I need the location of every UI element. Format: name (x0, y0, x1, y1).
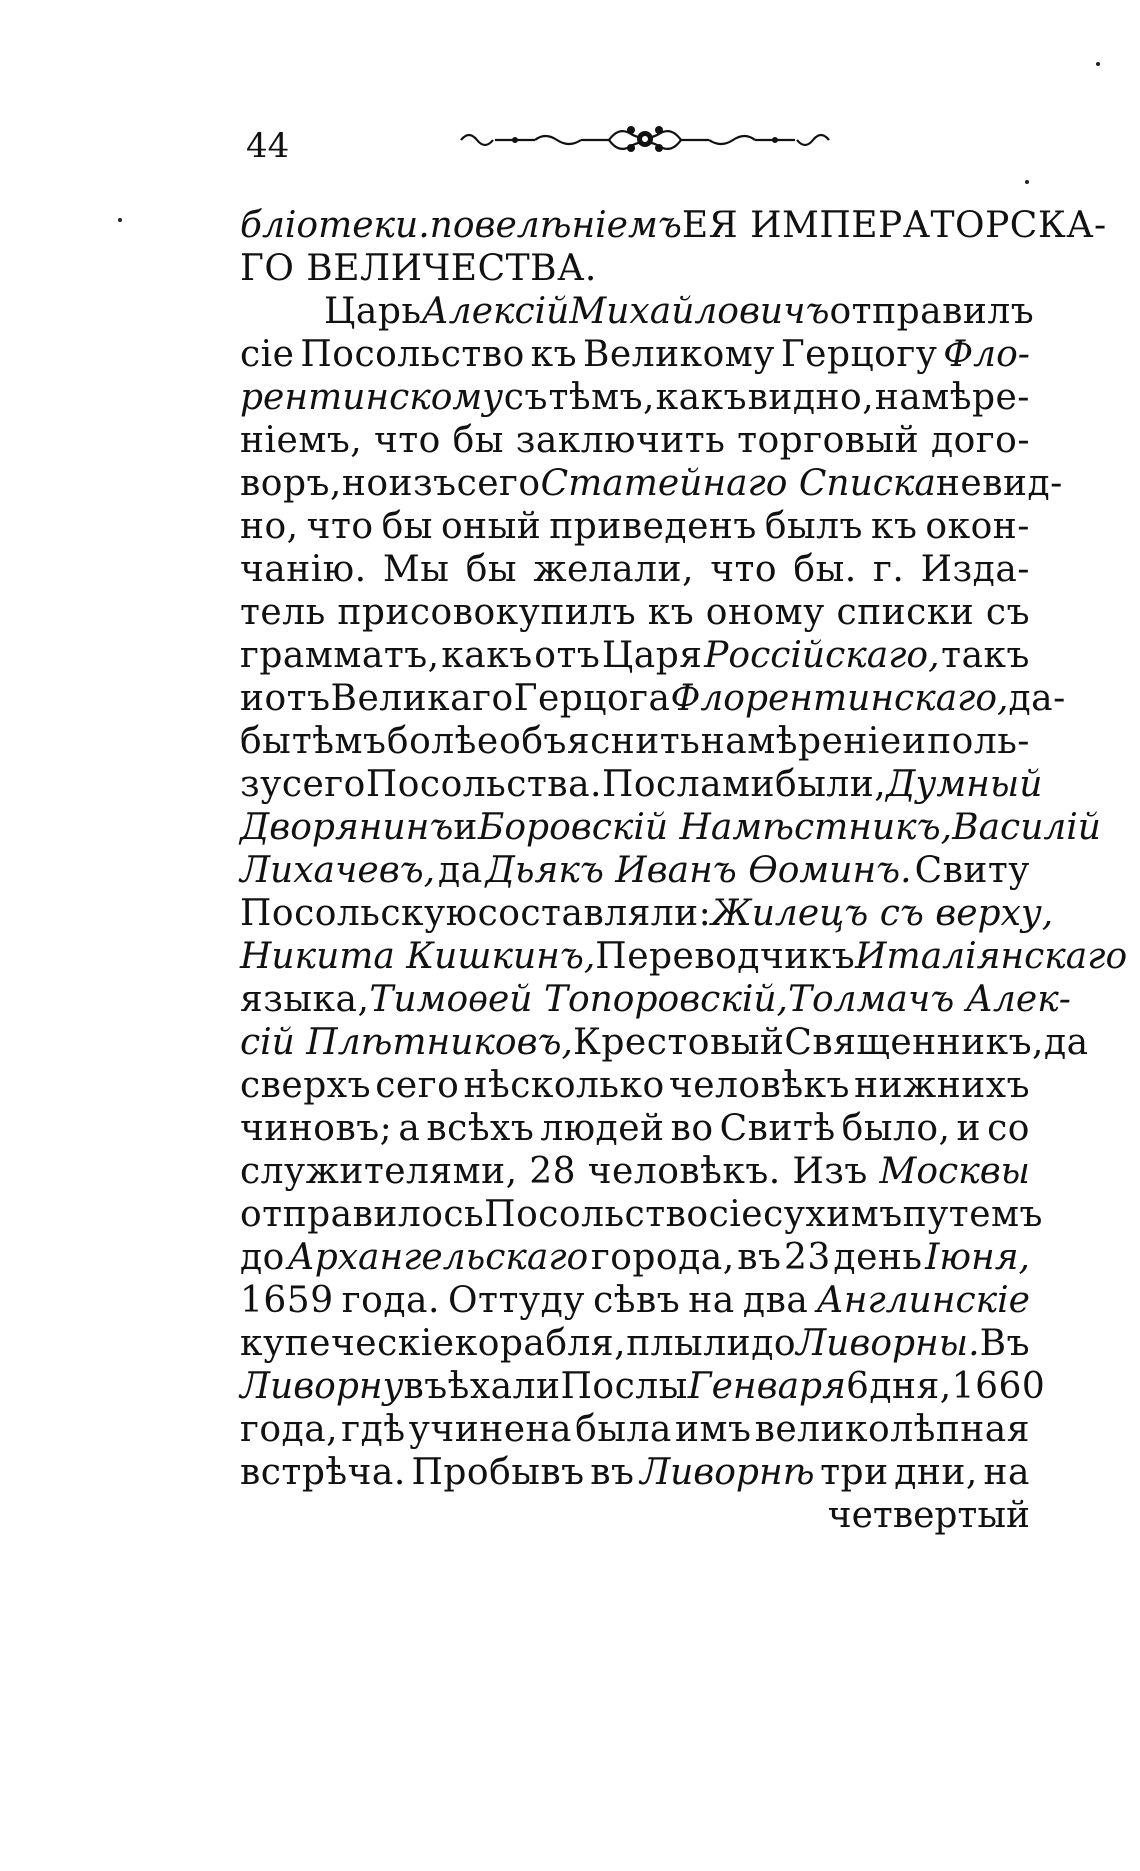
text-line (240, 247, 1030, 290)
word: корабля, (454, 1323, 627, 1364)
word: но (341, 463, 389, 504)
word: языка, (240, 979, 370, 1020)
italic-word: Ливорнѣ (640, 1452, 815, 1493)
word: учинена (408, 1409, 572, 1450)
word: 1660 (951, 1366, 1046, 1407)
text-line (240, 677, 1066, 720)
word: великолѣпная (754, 1409, 1030, 1450)
word: нiемъ, (240, 420, 363, 461)
word: какъ (655, 377, 747, 418)
word: всѣхъ (426, 1108, 535, 1149)
word: Переводчикъ (595, 936, 856, 977)
italic-word: Ливорну (240, 1366, 404, 1407)
word: Оттуду (448, 1280, 585, 1321)
word: человѣкъ. (587, 1151, 781, 1192)
word: изъ (388, 463, 457, 504)
header-ornament (455, 118, 835, 160)
word: Герцогу (780, 334, 938, 375)
word: людей (540, 1108, 665, 1149)
word: къ (870, 506, 918, 547)
word: 6 (845, 1366, 870, 1407)
italic-word: рентинскому (240, 377, 504, 418)
word: во (670, 1108, 714, 1149)
word: дни, (894, 1452, 978, 1493)
word: сѣвъ (593, 1280, 681, 1321)
text-line (240, 935, 1128, 978)
word: Посольства. (365, 764, 602, 805)
word: въ (590, 1452, 635, 1493)
word: имъ (675, 1409, 752, 1450)
text-line (240, 462, 1063, 505)
text-line (240, 720, 1030, 763)
word: была (575, 1409, 672, 1450)
word: было, (841, 1108, 951, 1149)
word: объяснить (499, 721, 701, 762)
word: тѣмъ (291, 721, 387, 762)
word: поль- (927, 721, 1030, 762)
word: три (820, 1452, 889, 1493)
text-line (240, 892, 1054, 935)
italic-word: Англинскiе (816, 1280, 1030, 1321)
word: года, (240, 1409, 339, 1450)
italic-word: Лихачевъ, (240, 850, 436, 891)
text-line (240, 763, 1043, 806)
text-line (240, 1236, 1030, 1279)
word: не (935, 463, 983, 504)
word: путемъ (902, 1194, 1043, 1235)
word: чиновъ; (240, 1108, 393, 1149)
word: къ (647, 592, 695, 633)
italic-word: Думный (886, 764, 1043, 805)
text-line (240, 1064, 1030, 1107)
word: купеческiе (240, 1323, 455, 1364)
word: на (688, 1280, 735, 1321)
word: Крестовый (572, 1022, 785, 1063)
word: сверхъ (240, 1065, 371, 1106)
italic-word: Флорентинскаго, (670, 678, 1009, 719)
word: года. (341, 1280, 440, 1321)
italic-word: блiотеки.повелѣнiемъ (240, 205, 682, 246)
word: нижнихъ (854, 1065, 1030, 1106)
word: сiе (240, 334, 295, 375)
text-line (240, 806, 1101, 849)
italic-word: Генваря (687, 1366, 846, 1407)
word: съ (503, 377, 548, 418)
text-line (240, 1150, 1030, 1193)
word: со (987, 1108, 1030, 1149)
word: Послы (560, 1366, 688, 1407)
word: да (1044, 1022, 1089, 1063)
text-line (240, 1279, 1030, 1322)
word: окон- (925, 506, 1030, 547)
word: и (240, 678, 265, 719)
text-line (240, 1451, 1030, 1494)
word: видно, (747, 377, 875, 418)
word: гдѣ (341, 1409, 406, 1450)
word: въѣхали (403, 1366, 561, 1407)
italic-word: Iюня, (925, 1237, 1030, 1278)
word: такъ (941, 635, 1030, 676)
word: заключить (515, 420, 726, 461)
word: тѣмъ, (548, 377, 655, 418)
text-line (240, 1365, 1046, 1408)
text-line (240, 505, 1030, 548)
word: Посольскую (240, 893, 478, 934)
italic-word: Архангельскаго (287, 1237, 589, 1278)
print-speck (1096, 62, 1100, 66)
word: да- (1008, 678, 1066, 719)
word: служителями, (240, 1151, 518, 1192)
word: желали, (533, 549, 694, 590)
text-line (240, 376, 1030, 419)
word: Посольство (300, 334, 525, 375)
word: приведенъ (549, 506, 757, 547)
word: присовокупилъ (337, 592, 637, 633)
word: до (751, 1323, 797, 1364)
word: встрѣча. (240, 1452, 406, 1493)
word: сего (456, 463, 541, 504)
word: Послами (601, 764, 776, 805)
italic-word: Боровскiй Намѣстникъ, (477, 807, 953, 848)
italic-word: Толмачъ Алек- (787, 979, 1071, 1020)
word: ГО ВЕЛИЧЕСТВА. (240, 248, 597, 289)
word: 28 (529, 1151, 577, 1192)
word: на (983, 1452, 1030, 1493)
word: Посольство (484, 1194, 709, 1235)
word: Свитѣ (719, 1108, 836, 1149)
text-line (240, 290, 1035, 333)
text-line (240, 849, 1030, 892)
italic-word: Василiй (952, 807, 1101, 848)
text-line (240, 333, 1030, 376)
word: что (306, 506, 374, 547)
word: что (710, 549, 778, 590)
text-line (240, 1107, 1030, 1150)
word: плыли (626, 1323, 752, 1364)
page-number: 44 (246, 126, 290, 166)
word: бы (452, 420, 504, 461)
word: зу (240, 764, 282, 805)
word: къ (530, 334, 578, 375)
word: ЕЯ ИМПЕРАТОРСКА- (681, 205, 1107, 246)
text-line (240, 204, 1107, 247)
word: Царя (601, 635, 703, 676)
word: что (373, 420, 441, 461)
word: тель (240, 592, 326, 633)
text-line (240, 1193, 1043, 1236)
word: отправилъ (829, 291, 1035, 332)
word: да (438, 850, 483, 891)
text-line (240, 419, 1030, 462)
word: бы. (793, 549, 857, 590)
word: и (453, 807, 478, 848)
word: Великаго (330, 678, 514, 719)
word: грамматъ, (240, 635, 440, 676)
italic-word: Фло- (943, 334, 1030, 375)
italic-word: Михайловичъ (569, 291, 830, 332)
text-line (240, 591, 1030, 634)
word: какъ (441, 635, 533, 676)
italic-word: Москвы (879, 1151, 1030, 1192)
word: а (398, 1108, 421, 1149)
word: Изъ (792, 1151, 868, 1192)
italic-word: Никита Кишкинъ, (240, 936, 596, 977)
word: Священникъ, (784, 1022, 1045, 1063)
word: и (902, 721, 927, 762)
italic-word: сiй Плѣтниковъ, (240, 1022, 573, 1063)
word: отъ (264, 678, 331, 719)
word: болѣе (386, 721, 499, 762)
word: Герцога (513, 678, 671, 719)
word: города, (590, 1237, 735, 1278)
word: бы (465, 549, 518, 590)
word: дня, (869, 1366, 952, 1407)
word: отправилось (240, 1194, 485, 1235)
text-line (240, 1021, 1089, 1064)
word: Великому (582, 334, 775, 375)
italic-word: Ливорны. (796, 1323, 980, 1364)
word: намѣре- (874, 377, 1030, 418)
word: сего (375, 1065, 460, 1106)
word: и (956, 1108, 982, 1149)
print-speck (1025, 180, 1029, 184)
text-line (240, 978, 1071, 1021)
word: въ (737, 1237, 782, 1278)
word: 23 (784, 1237, 831, 1278)
word: дого- (930, 420, 1030, 461)
catchword: четвертый (827, 1495, 1030, 1536)
word: намѣренiе (700, 721, 902, 762)
italic-word: Алексiй (421, 291, 570, 332)
text-line (240, 1322, 1030, 1365)
word: два (742, 1280, 809, 1321)
word: день (833, 1237, 923, 1278)
italic-word: Тимоѳей Топоровскiй, (369, 979, 788, 1020)
word: нѣсколько (463, 1065, 665, 1106)
floral-rule-icon (455, 118, 835, 160)
print-speck (118, 218, 122, 222)
word: сiе (708, 1194, 764, 1235)
word: Свиту (914, 850, 1030, 891)
word: Пробывъ (411, 1452, 585, 1493)
word: составляли: (477, 893, 712, 934)
word: бы (381, 506, 433, 547)
text-line (240, 548, 1030, 591)
word: съ (985, 592, 1030, 633)
italic-word: Россiйскаго, (704, 635, 940, 676)
word: Мы (382, 549, 450, 590)
word: Въ (979, 1323, 1030, 1364)
word: воръ, (240, 463, 342, 504)
word: оный (440, 506, 542, 547)
word: Царь (324, 291, 422, 332)
word: торговый (737, 420, 920, 461)
italic-word: Италiянскаго (855, 936, 1128, 977)
word: оному (705, 592, 825, 633)
word: чанiю. (240, 549, 367, 590)
word: до (240, 1237, 285, 1278)
italic-word: Статейнаго Списка (540, 463, 936, 504)
word: сухимъ (763, 1194, 903, 1235)
word: вид- (982, 463, 1063, 504)
italic-word: Дворянинъ (240, 807, 454, 848)
word: человѣкъ (668, 1065, 850, 1106)
word: отъ (534, 635, 601, 676)
body-text (240, 204, 1128, 1537)
word: были, (775, 764, 887, 805)
italic-word: Дьякъ Иванъ Ѳоминъ. (485, 850, 912, 891)
word: Изда- (920, 549, 1030, 590)
word: 1659 (240, 1280, 334, 1321)
word: сего (281, 764, 366, 805)
word: г. (873, 549, 905, 590)
word: списки (836, 592, 975, 633)
word: былъ (764, 506, 863, 547)
text-line (240, 634, 1030, 677)
word: бы (240, 721, 292, 762)
text-line (240, 1408, 1030, 1451)
italic-word: Жилецъ съ верху, (711, 893, 1054, 934)
word: но, (240, 506, 299, 547)
catchword-line (240, 1494, 1030, 1537)
